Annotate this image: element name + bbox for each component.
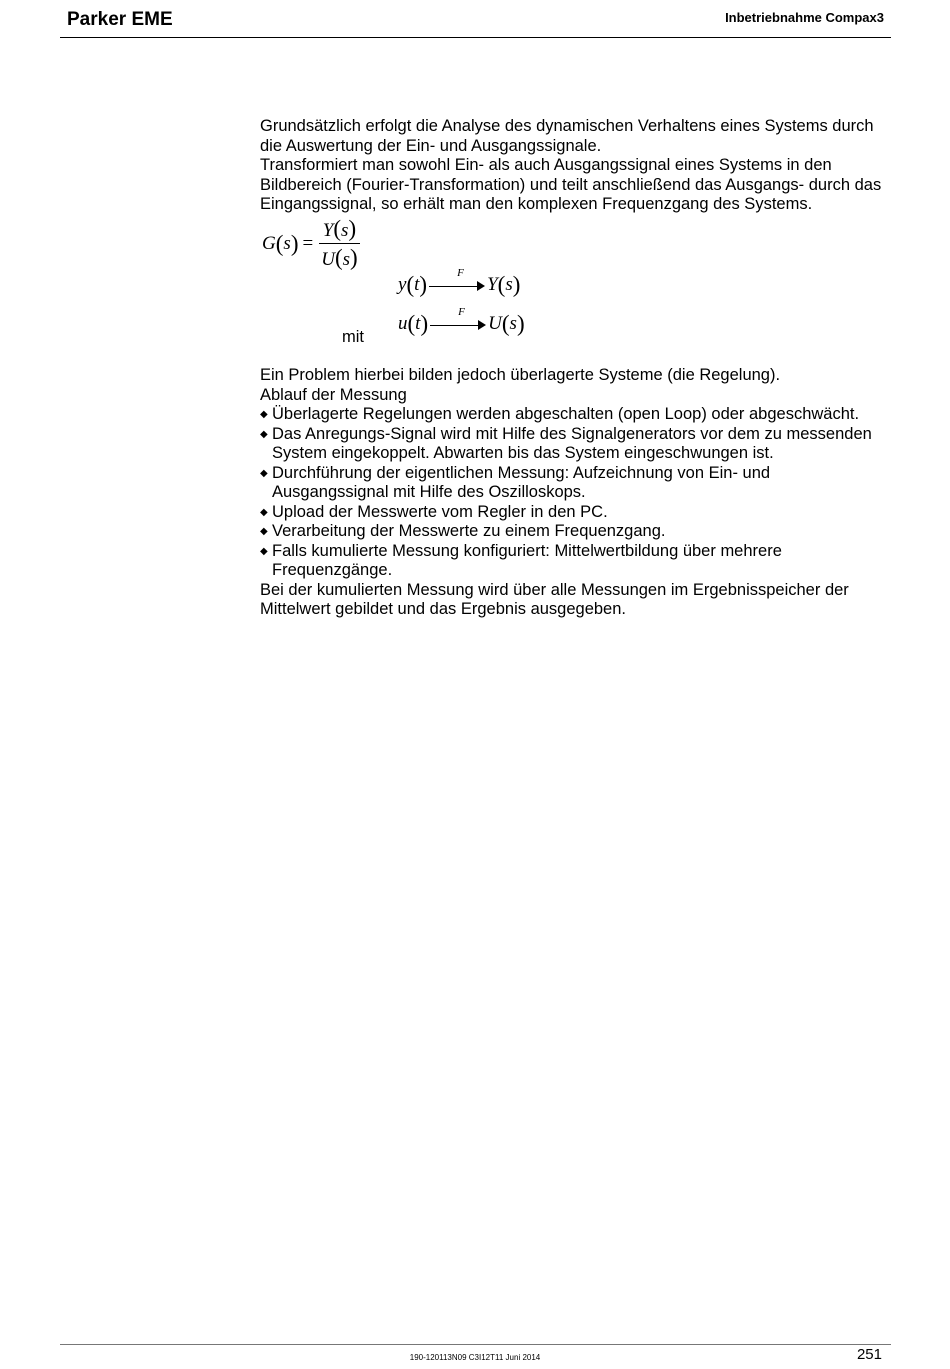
company-name: Parker EME [67, 9, 173, 30]
formula-g-symbol: G [262, 232, 276, 254]
measurement-steps-list [260, 405, 890, 581]
problem-paragraph: Ein Problem hierbei bilden jedoch überlagerte Systeme (die Regelung). [260, 366, 781, 384]
document-number: 190-120113N09 C3I12T11 Juni 2014 [409, 1353, 541, 1362]
transfer-function-formula: G ( s ) = $\frac{Y(s)}{U(s)}$ [262, 216, 358, 270]
fourier-transform-input: u ( t ) F U ( s ) [398, 306, 525, 336]
intro-paragraph-2: Transformiert man sowohl Ein- als auch Ausgangssignal eines Systems in den Bildbereich (Fourier-Transformation) und teilt anschließend das Ausgangs- durch das Eingangssignal, so erhält man den komplexen Frequenzgang des Systems. [260, 156, 882, 213]
list-item: ◆ Das Anregungs-Signal wird mit Hilfe des Signalgenerators vor dem zu messenden System eingekoppelt. Abwarten bis das System eingeschwungen ist. [260, 425, 890, 464]
formula-equals: = [302, 232, 314, 254]
closing-paragraph: Bei der kumulierten Messung wird über alle Messungen im Ergebnisspeicher der Mittelwert gebildet und das Ergebnis ausgegeben. [260, 580, 849, 618]
fourier-transform-output: y ( t ) F Y ( s ) [398, 267, 521, 297]
formula-s-symbol: s [283, 232, 291, 254]
list-item: ◆ Überlagerte Regelungen werden abgeschalten (open Loop) oder abgeschwächt. [260, 405, 890, 425]
formula-mit-label: mit [342, 328, 364, 346]
document-title: Inbetriebnahme Compax3 [725, 10, 884, 25]
formula-denominator: U(s) [321, 245, 358, 270]
intro-paragraph-1: Grundsätzlich erfolgt die Analyse des dynamischen Verhaltens eines Systems durch die Auswertung der Ein- und Ausgangssignale. [260, 117, 874, 155]
formula-fraction [319, 216, 359, 271]
formula-y-upper: Y [487, 274, 498, 295]
section-heading: Ablauf der Messung [260, 385, 407, 404]
footer-divider [60, 1344, 891, 1345]
formula-numerator: Y(s) [322, 216, 357, 241]
measurement-section [260, 366, 890, 620]
intro-text [260, 117, 890, 215]
formula-u-upper: U [488, 313, 502, 334]
transform-arrow-icon: F [430, 318, 486, 332]
list-item: ◆ Falls kumulierte Messung konfiguriert: Mittelwertbildung über mehrere Frequenzgänge. [260, 542, 890, 581]
list-item: ◆ Durchführung der eigentlichen Messung: Aufzeichnung von Ein- und Ausgangssignal mit Hilfe des Oszilloskops. [260, 464, 890, 503]
list-item: ◆ Verarbeitung der Messwerte zu einem Frequenzgang. [260, 522, 890, 542]
formula-y-lower: y [398, 274, 407, 295]
page-number: 251 [856, 1346, 882, 1363]
formula-u-lower: u [398, 313, 408, 334]
list-item: ◆ Upload der Messwerte vom Regler in den PC. [260, 503, 890, 523]
header-divider [60, 37, 891, 38]
transform-arrow-icon: F [429, 279, 485, 293]
